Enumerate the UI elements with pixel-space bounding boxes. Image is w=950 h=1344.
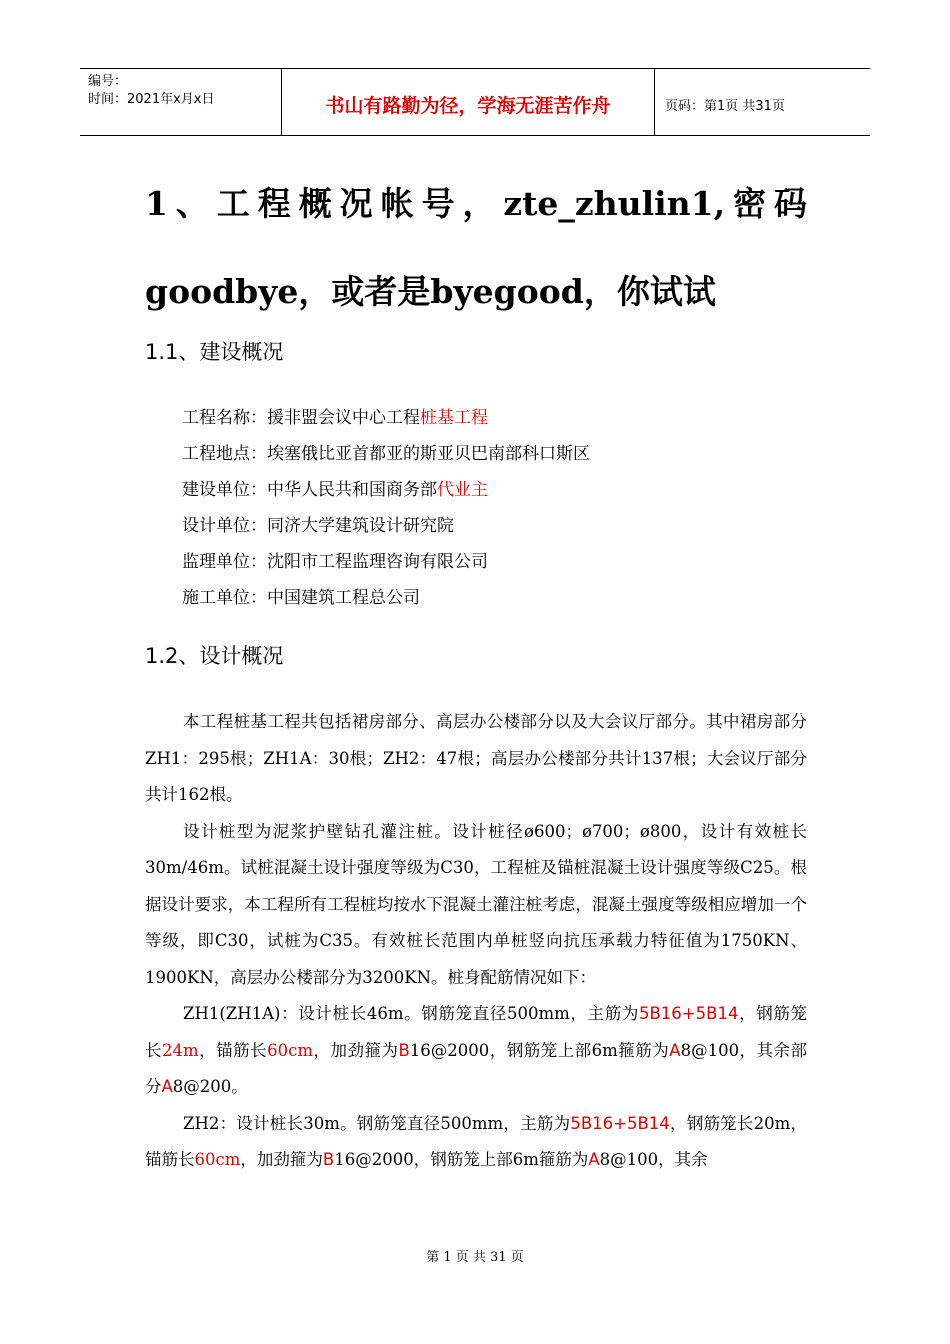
paragraph-pile-design: 设计桩型为泥浆护壁钻孔灌注桩。设计桩径ø600；ø700；ø800，设计有效桩长30m/46m。试桩混凝土设计强度等级为C30，工程桩及锚桩混凝土设计强度等级C25。根据设计要求，本工程所有工程桩均按水下混凝土灌注桩考虑，混凝土强度等级相应增加一个等级，即C30，试桩为C35。有效桩长范围内单桩竖向抗压承载力特征值为1750KN、1900KN，高层办公楼部分为3200KN。桩身配筋情况如下：: [145, 821, 807, 987]
section-heading-1-2: 1.2、设计概况: [145, 644, 284, 668]
text-run: ，锚筋长: [198, 1040, 268, 1060]
paragraph-pile-counts: 本工程桩基工程共包括裙房部分、高层办公楼部分以及大会议厅部分。其中裙房部分ZH1：295根；ZH1A：30根；ZH2：47根；高层办公楼部分共计137根；大会议厅部分共计162根。: [145, 712, 807, 804]
title-word: 1: [145, 184, 168, 223]
paragraph-zh1: [145, 996, 807, 1106]
text-run-red: 5B16+5B14: [638, 1004, 739, 1023]
text-run-red: B: [398, 1040, 410, 1060]
document-title: [145, 160, 807, 336]
text-run-red: A: [588, 1150, 600, 1169]
info-row: [182, 400, 590, 436]
header-page-info: 页码：第1页 共31页: [665, 98, 785, 114]
info-label: 工程名称：: [182, 408, 267, 428]
text-run: 16@2000，钢筋笼上部6m箍筋为: [409, 1040, 670, 1060]
header-time-label: 时间：2021年x月x日: [88, 92, 215, 107]
text-run-red: B: [322, 1150, 335, 1169]
info-row: [182, 436, 590, 472]
title-word: 密: [733, 184, 767, 223]
info-value-red: 桩基工程: [420, 408, 488, 428]
title-word: 概: [298, 184, 332, 223]
text-run: ，钢筋笼长20m，锚筋长: [145, 1113, 807, 1169]
title-word: 况: [339, 184, 373, 223]
info-label: 设计单位：: [182, 516, 267, 536]
info-row: [182, 580, 590, 616]
text-run: ZH2：设计桩长30m。钢筋笼直径500mm，主筋为: [183, 1113, 571, 1133]
text-run: ，钢筋笼长: [145, 1004, 808, 1060]
title-line-2: goodbye，或者是byegood，你试试: [145, 272, 716, 311]
title-word: 程: [257, 184, 291, 223]
text-run-red: A: [161, 1077, 173, 1096]
info-value: 沈阳市工程监理咨询有限公司: [267, 552, 488, 572]
text-run: ，加劲箍为: [240, 1150, 323, 1169]
info-value: 中华人民共和国商务部: [267, 480, 437, 500]
info-value: 埃塞俄比亚首都亚的斯亚贝巴南部科口斯区: [267, 444, 590, 464]
title-word: ，: [462, 184, 496, 223]
design-overview-body: [145, 704, 807, 1179]
info-label: 监理单位：: [182, 552, 267, 572]
info-label: 建设单位：: [182, 480, 267, 500]
title-word: 、: [175, 184, 209, 223]
page-header: [80, 68, 870, 136]
title-line-1: [145, 160, 807, 248]
title-word: 码: [774, 184, 807, 223]
title-word: 号: [421, 184, 455, 223]
title-word: 帐: [380, 184, 414, 223]
text-run: 8@100，其余部分: [145, 1040, 808, 1096]
paragraph-zh2: [145, 1106, 807, 1179]
section-heading-1-1: 1.1、建设概况: [145, 340, 284, 364]
info-label: 工程地点：: [182, 444, 267, 464]
text-run: 16@2000，钢筋笼上部6m箍筋为: [334, 1150, 589, 1169]
project-info-list: [182, 400, 590, 616]
header-motto: 书山有路勤为径，学海无涯苦作舟: [282, 69, 655, 135]
info-value: 中国建筑工程总公司: [267, 588, 420, 608]
header-left-cell: [80, 69, 282, 135]
text-run-red: 24m: [162, 1040, 199, 1060]
info-row: [182, 508, 590, 544]
header-code-label: 编号：: [88, 74, 128, 89]
info-row: [182, 544, 590, 580]
info-value: 同济大学建筑设计研究院: [267, 516, 454, 536]
info-value-red: 代业主: [437, 480, 488, 500]
text-run: 8@100，其余: [599, 1150, 708, 1169]
info-row: [182, 472, 590, 508]
text-run-red: 60cm: [267, 1040, 313, 1060]
text-run-red: A: [669, 1040, 681, 1060]
title-word: 工: [216, 184, 250, 223]
text-run-red: 60cm: [194, 1150, 241, 1169]
page-footer: 第 1 页 共 31 页: [426, 1250, 524, 1265]
info-value: 援非盟会议中心工程: [267, 408, 420, 428]
text-run-red: 5B16+5B14: [570, 1113, 670, 1133]
text-run: ZH1(ZH1A)：设计桩长46m。钢筋笼直径500mm，主筋为: [183, 1004, 639, 1023]
text-run: ，加劲箍为: [313, 1040, 399, 1060]
text-run: 8@200。: [172, 1077, 248, 1096]
info-label: 施工单位：: [182, 588, 267, 608]
title-word: zte_zhulin1,: [503, 184, 726, 223]
